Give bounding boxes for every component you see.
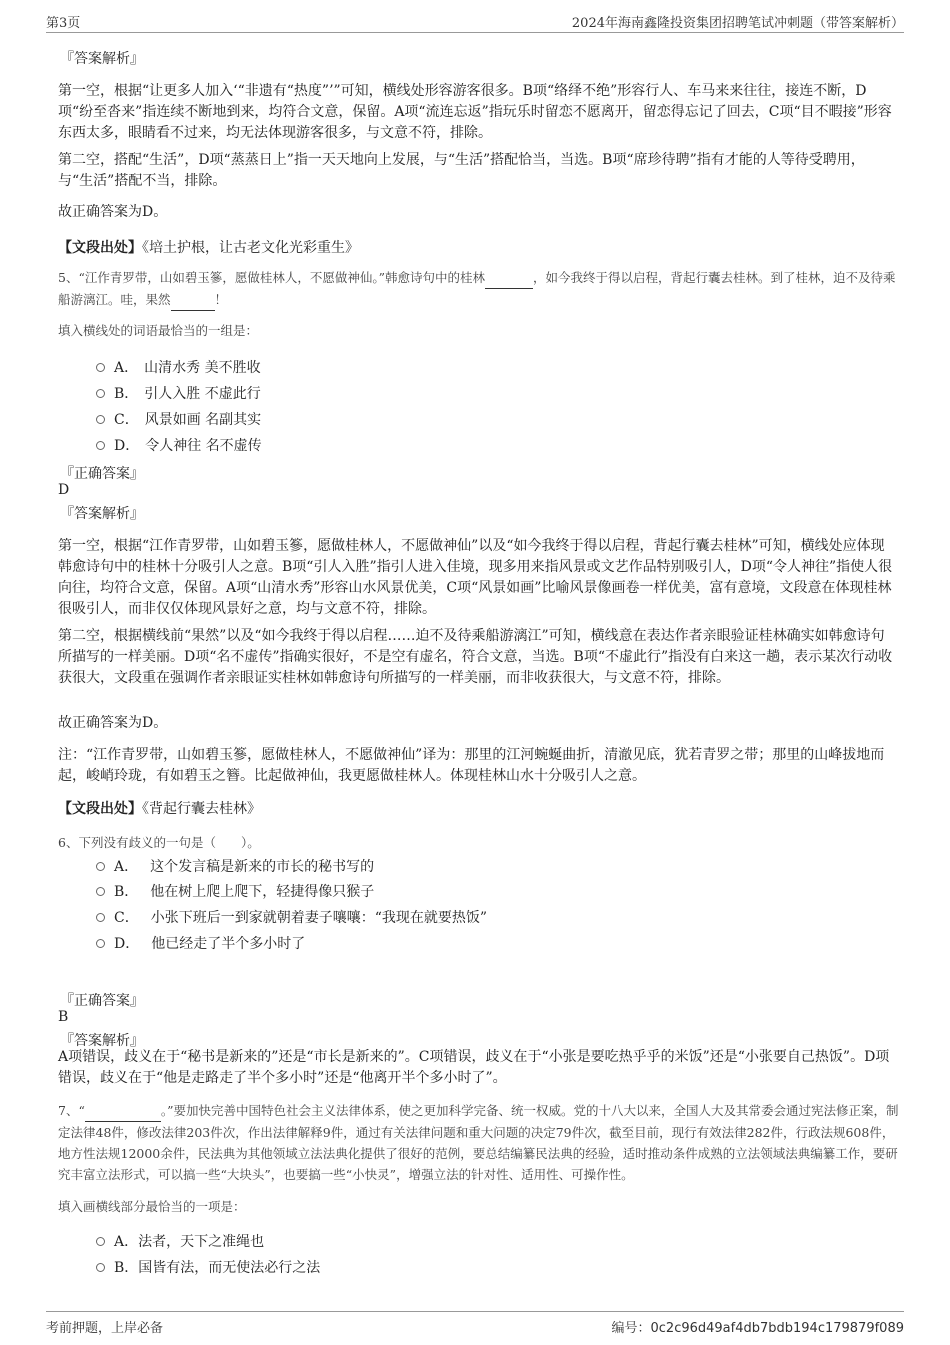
q6-answer-label: 『正确答案』 bbox=[60, 993, 144, 1009]
option-label: C． bbox=[114, 412, 139, 428]
option-label: B． bbox=[114, 884, 139, 900]
page-footer bbox=[46, 1311, 904, 1336]
option-text: 他已经走了半个多小时了 bbox=[151, 936, 306, 952]
q7-stem-rest: 。”要加快完善中国特色社会主义法律体系，使之更加科学完备、统一权威。党的十八大以来，全国人大及其常委会通过宪法修正案，制定法律48件，修改法律203件次，作出法律解释9件，通过有关法律问题和重大问题的决定79件次，截至目前，现行有效法律282件，行政法规608件，地方性法规12000余件，民法典为其他领域立法法典化提供了很好的范例，要总结编纂民法典的经验，适时推动条件成熟的立法领域法典编纂工作，要研究丰富立法形式，可以搞一些“大块头”，也要搞一些“小快灵”，增强立法的针对性、适用性、可操作性。 bbox=[58, 1103, 899, 1182]
page-number: 第3页 bbox=[46, 16, 81, 31]
q6-option-c[interactable] bbox=[96, 907, 487, 927]
q7-stem bbox=[58, 1100, 903, 1185]
q5-analysis-p2: 第二空，根据横线前“果然”以及“如今我终于得以启程……迫不及待乘船游漓江”可知，横线意在表达作者亲眼验证桂林确实如韩愈诗句所描写的一样美丽。D项“名不虚传”指确实很好，不是空有虚名，符合文意，当选。B项“不虚此行”指没有白来这一趟，表示某次行动收获很大，文段重在强调作者亲眼证实桂林如韩愈诗句所描写的一样美丽，而非收获很大，与文意不符，排除。 bbox=[58, 628, 893, 686]
q6-option-a[interactable] bbox=[96, 856, 374, 876]
q5-prompt: 填入横线处的词语最恰当的一组是： bbox=[58, 323, 259, 338]
q5-blank-1 bbox=[485, 267, 533, 289]
q5-source-text: 《背起行囊去桂林》 bbox=[142, 801, 261, 817]
q4-source-text: 《培土护根，让古老文化光彩重生》 bbox=[142, 240, 359, 256]
q5-analysis-p1: 第一空，根据“江作青罗带，山如碧玉篸，愿做桂林人，不愿做神仙”以及“如今我终于得以启程，背起行囊去桂林”可知，横线处应体现韩愈诗句中的桂林十分吸引人之意。B项“引人入胜”指引人进入佳境，现多用来指风景或文艺作品特别吸引人，D项“令人神往”指使人很向往，均符合文意，保留。A项“山清水秀”形容山水风景优美，C项“风景如画”比喻风景像画卷一样优美，富有意境，文段意在体现桂林很吸引人，而非仅仅体现风景好之意，均与文意不符，排除。 bbox=[58, 538, 893, 617]
radio-icon[interactable] bbox=[96, 441, 105, 450]
q5-stem bbox=[58, 267, 903, 311]
q6-analysis: A项错误，歧义在于“秘书是新来的”还是“市长是新来的”。C项错误，歧义在于“小张是要吃热乎乎的米饭”还是“小张要自己热饭”。D项错误，歧义在于“他是走路走了半个多小时”还是“他离开半个多小时了”。 bbox=[58, 1049, 890, 1086]
q5-option-d[interactable] bbox=[96, 435, 262, 455]
radio-icon[interactable] bbox=[96, 363, 105, 372]
option-text: 国皆有法，而无使法必行之法 bbox=[138, 1260, 321, 1276]
option-label: A． bbox=[114, 360, 139, 376]
q5-note: 注：“江作青罗带，山如碧玉篸，愿做桂林人，不愿做神仙”译为：那里的江河蜿蜒曲折，清澈见底，犹若青罗之带；那里的山峰拔地而起，峻峭玲珑，有如碧玉之簪。比起做神仙，我更愿做桂林人。体现桂林山水十分吸引人之意。 bbox=[58, 747, 885, 784]
q6-option-b[interactable] bbox=[96, 881, 374, 901]
radio-icon[interactable] bbox=[96, 1263, 105, 1272]
q5-stem-part1: 5、“江作青罗带，山如碧玉篸，愿做桂林人，不愿做神仙。”韩愈诗句中的桂林 bbox=[58, 270, 485, 285]
q5-conclusion: 故正确答案为D。 bbox=[58, 715, 168, 731]
q7-option-a[interactable] bbox=[96, 1231, 264, 1251]
q5-blank-2 bbox=[171, 289, 215, 311]
q5-stem-part2: ，如今我终于得以启程，背起行囊去桂林。到了桂林，迫不及待乘船游漓江。哇，果然 bbox=[58, 270, 896, 307]
q4-analysis-p1: 第一空，根据“让更多人加入‘“非遗有“热度”’”可知，横线处形容游客很多。B项“络绎不绝”形容行人、车马来来往往，接连不断，D项“纷至沓来”指连续不断地到来，均符合文意，保留。A项“流连忘返”指玩乐时留恋不愿离开，留恋得忘记了回去，C项“目不暇接”形容东西太多，眼睛看不过来，均无法体现游客很多，与文意不符，排除。 bbox=[58, 83, 892, 141]
radio-icon[interactable] bbox=[96, 939, 105, 948]
q5-stem-part3: ！ bbox=[214, 292, 228, 307]
option-text: 山清水秀 美不胜收 bbox=[144, 360, 261, 376]
option-label: C． bbox=[114, 910, 139, 926]
q7-blank bbox=[85, 1100, 161, 1122]
q7-prompt: 填入画横线部分最恰当的一项是： bbox=[58, 1199, 246, 1214]
q5-answer: D bbox=[58, 482, 70, 498]
q4-analysis-label: 『答案解析』 bbox=[60, 51, 144, 67]
option-label: D． bbox=[114, 438, 140, 454]
q6-analysis-label: 『答案解析』 bbox=[60, 1033, 144, 1049]
q6-stem: 6、下列没有歧义的一句是（ ）。 bbox=[58, 835, 260, 850]
footer-code bbox=[611, 1317, 904, 1336]
q5-source bbox=[58, 798, 261, 818]
footer-slogan: 考前押题，上岸必备 bbox=[46, 1321, 164, 1336]
document-title: 2024年海南鑫隆投资集团招聘笔试冲刺题（带答案解析） bbox=[571, 16, 904, 31]
option-text: 风景如画 名副其实 bbox=[144, 412, 262, 428]
q5-option-c[interactable] bbox=[96, 409, 261, 429]
footer-code-label: 编号： bbox=[611, 1321, 651, 1336]
option-label: D． bbox=[114, 936, 140, 952]
option-text: 法者，天下之准绳也 bbox=[138, 1234, 265, 1250]
q5-answer-label: 『正确答案』 bbox=[60, 466, 144, 482]
q5-option-a[interactable] bbox=[96, 357, 261, 377]
q4-analysis-p2: 第二空，搭配“生活”，D项“蒸蒸日上”指一天天地向上发展，与“生活”搭配恰当，当选。B项“席珍待聘”指有才能的人等待受聘用，与“生活”搭配不当，排除。 bbox=[58, 152, 865, 189]
page-header bbox=[46, 12, 904, 33]
option-label: A． bbox=[114, 859, 139, 875]
q4-source bbox=[58, 237, 359, 257]
option-text: 引人入胜 不虚此行 bbox=[144, 386, 261, 402]
q7-stem-prefix: 7、“ bbox=[58, 1103, 85, 1118]
q5-analysis-label: 『答案解析』 bbox=[60, 506, 144, 522]
q6-answer: B bbox=[58, 1009, 69, 1025]
option-text: 令人神往 名不虚传 bbox=[145, 438, 262, 454]
option-text: 小张下班后一到家就朝着妻子嚷嚷：“我现在就要热饭” bbox=[150, 910, 488, 926]
footer-code-value: 0c2c96d49af4db7bdb194c179879f089 bbox=[650, 1321, 904, 1336]
option-text: 他在树上爬上爬下，轻捷得像只猴子 bbox=[150, 884, 375, 900]
radio-icon[interactable] bbox=[96, 415, 105, 424]
q4-conclusion: 故正确答案为D。 bbox=[58, 204, 168, 220]
option-text: 这个发言稿是新来的市长的秘书写的 bbox=[150, 859, 375, 875]
radio-icon[interactable] bbox=[96, 887, 105, 896]
q5-source-label: 【文段出处】 bbox=[58, 801, 142, 817]
q7-option-b[interactable] bbox=[96, 1257, 320, 1277]
q5-option-b[interactable] bbox=[96, 383, 261, 403]
radio-icon[interactable] bbox=[96, 389, 105, 398]
q4-source-label: 【文段出处】 bbox=[58, 240, 142, 256]
radio-icon[interactable] bbox=[96, 862, 105, 871]
radio-icon[interactable] bbox=[96, 1237, 105, 1246]
option-label: B． bbox=[114, 1260, 139, 1276]
q6-option-d[interactable] bbox=[96, 933, 305, 953]
radio-icon[interactable] bbox=[96, 913, 105, 922]
option-label: A． bbox=[114, 1234, 139, 1250]
option-label: B． bbox=[114, 386, 139, 402]
